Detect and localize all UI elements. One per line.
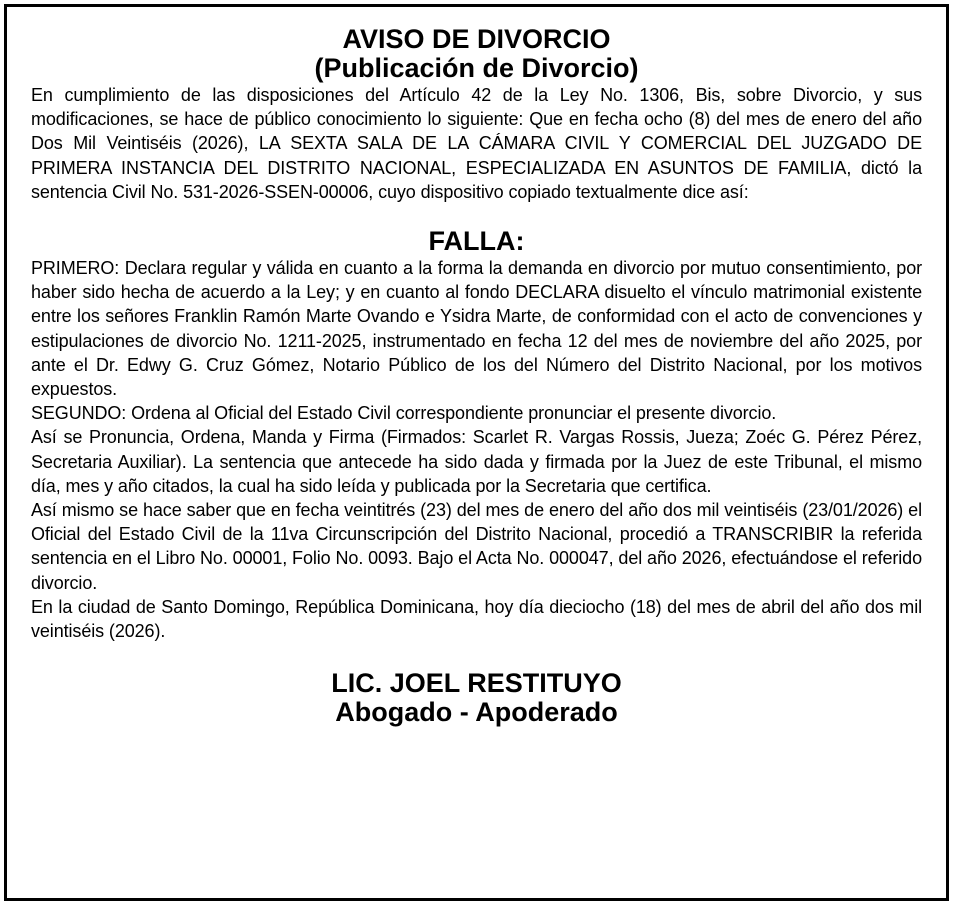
falla-heading: FALLA: — [428, 226, 525, 257]
primero-paragraph: PRIMERO: Declara regular y válida en cuanto a la forma la demanda en divorcio por mutuo consentimiento, por haber sido hecha de acuerdo a la Ley; y en cuanto al fondo DECLARA disuelto el vínculo matrimonial existente entre los señores Franklin Ramón Marte Ovando e Ysidra Marte, de conformidad con el acto de convenciones y estipulaciones de divorcio No. 1211-2025, instrumentado en fecha 12 del mes de noviembre del año 2025, por ante el Dr. Edwy G. Cruz Gómez, Notario Público de los del Número del Distrito Nacional, por los motivos expuestos. — [31, 258, 922, 400]
fecha-lugar-paragraph: En la ciudad de Santo Domingo, República Dominicana, hoy día dieciocho (18) del mes de abril del año dos mil veintiséis (2026). — [31, 596, 922, 642]
signature-block — [31, 669, 922, 727]
divorce-notice — [4, 4, 949, 901]
notice-subtitle: (Publicación de Divorcio) — [314, 53, 639, 83]
signer-role: Abogado - Apoderado — [335, 697, 618, 728]
intro-paragraph: En cumplimiento de las disposiciones del Artículo 42 de la Ley No. 1306, Bis, sobre Divorcio, y sus modificaciones, se hace de público conocimiento lo siguiente: Que en fecha ocho (8) del mes de enero del año Dos Mil Veintiséis (2026), LA SEXTA SALA DE LA CÁMARA CIVIL Y COMERCIAL DEL JUZGADO DE PRIMERA INSTANCIA DEL DISTRITO NACIONAL, ESPECIALIZADA EN ASUNTOS DE FAMILIA, dictó la sentencia Civil No. 531-2026-SSEN-00006, cuyo dispositivo copiado textualmente dice así: — [31, 85, 922, 202]
signer-name: LIC. JOEL RESTITUYO — [331, 668, 622, 699]
notice-title: AVISO DE DIVORCIO — [342, 24, 611, 54]
segundo-paragraph: SEGUNDO: Ordena al Oficial del Estado Civil correspondiente pronunciar el presente divorcio. — [31, 403, 777, 424]
firma-paragraph: Así se Pronuncia, Ordena, Manda y Firma (Firmados: Scarlet R. Vargas Rossis, Jueza; Zoéc G. Pérez Pérez, Secretaria Auxiliar). La sentencia que antecede ha sido dada y firmada por la Juez de este Tribunal, el mismo día, mes y año citados, la cual ha sido leída y publicada por la Secretaria que certifica. — [31, 427, 922, 496]
transcripcion-paragraph: Así mismo se hace saber que en fecha veintitrés (23) del mes de enero del año dos mil veintiséis (23/01/2026) el Oficial del Estado Civil de la 11va Circunscripción del Distrito Nacional, procedió a TRANSCRIBIR la referida sentencia en el Libro No. 00001, Folio No. 0093. Bajo el Acta No. 000047, del año 2026, efectuándose el referido divorcio. — [31, 500, 922, 593]
